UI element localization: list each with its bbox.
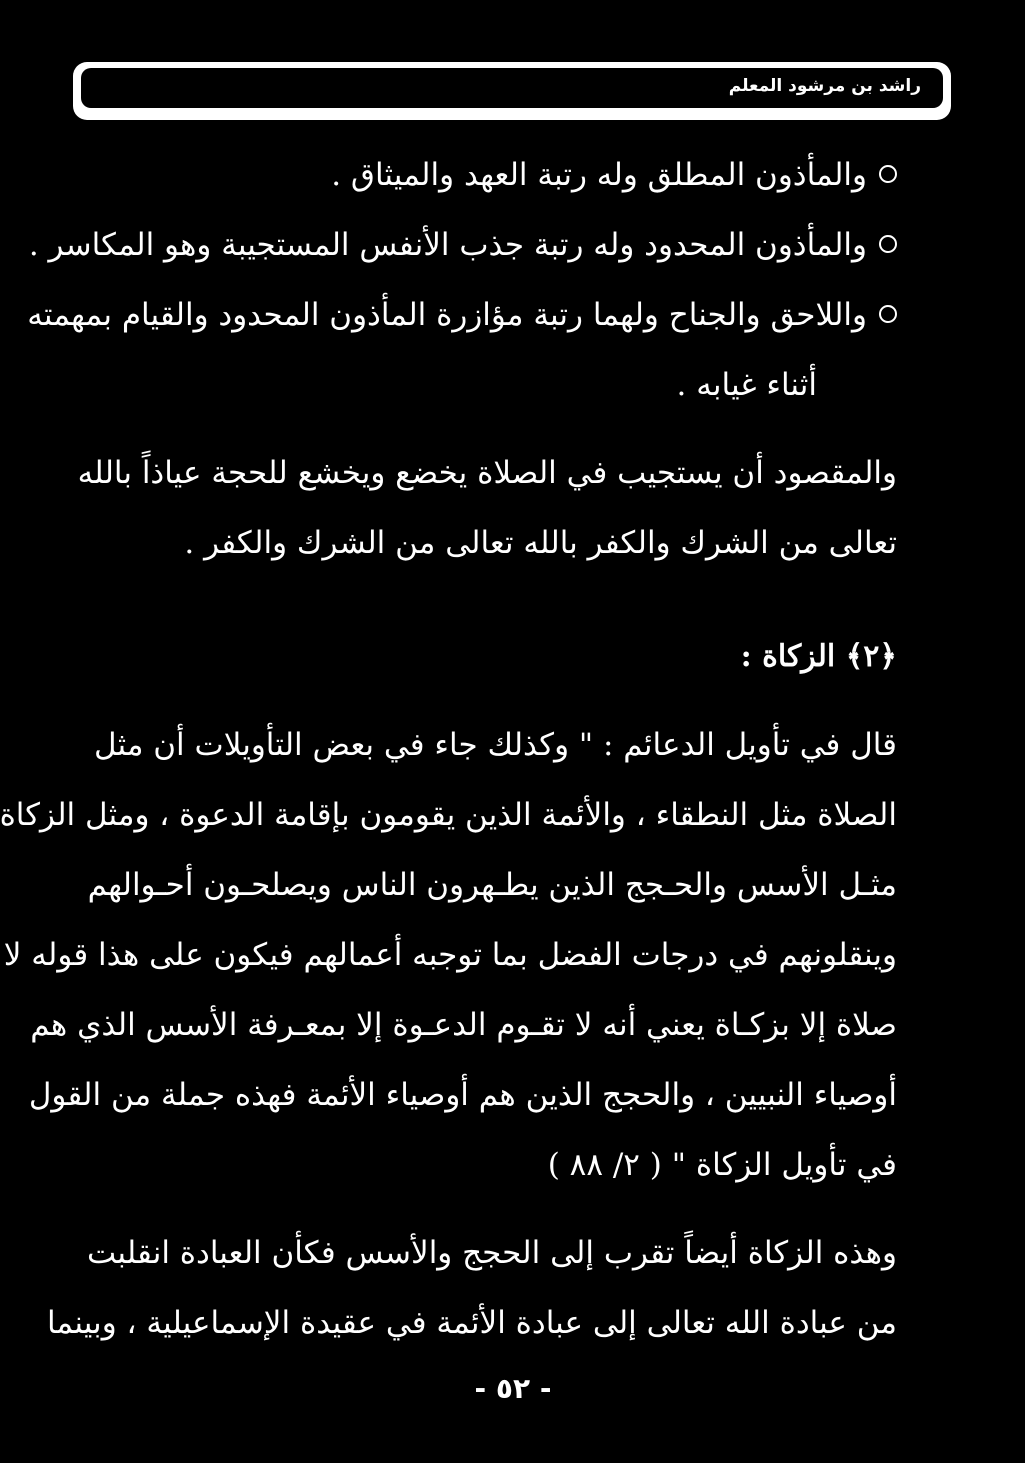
page-number: - ٥٢ - [474,1372,552,1405]
circle-bullet-icon [879,165,897,183]
page-content [0,140,897,1358]
bullet-text: والمأذون المطلق وله رتبة العهد والميثاق . [331,157,867,193]
spacer [121,578,897,622]
paragraph-line: من عبادة الله تعالى إلى عبادة الأئمة في عقيدة الإسماعيلية ، وبينما [46,1305,897,1341]
spacer [121,692,897,710]
bullet-continuation: أثناء غيابه . [676,367,817,403]
header-bar [81,68,943,108]
spacer [121,1200,897,1218]
circle-bullet-icon [879,305,897,323]
bullet-text: والمأذون المحدود وله رتبة جذب الأنفس المستجيبة وهو المكاسر . [28,227,867,263]
header-frame [73,62,951,120]
paragraph-line: وينقلونهم في درجات الفضل بما توجبه أعمالهم فيكون على هذا قوله لا [3,937,897,973]
paragraph-line: تعالى من الشرك والكفر بالله تعالى من الشرك والكفر . [184,525,897,561]
paragraph-line: والمقصود أن يستجيب في الصلاة يخضع ويخشع للحجة عياذاً بالله [77,455,897,491]
section-heading: ﴿٢﴾ الزكاة : [740,639,897,674]
paragraph-line: أوصياء النبيين ، والحجج الذين هم أوصياء الأئمة فهذه جملة من القول [28,1077,897,1113]
paragraph-line: قال في تأويل الدعائم : " وكذلك جاء في بعض التأويلات أن مثل [93,727,897,763]
paragraph-line: الصلاة مثل النطقاء ، والأئمة الذين يقومون بإقامة الدعوة ، ومثل الزكاة [0,797,897,833]
paragraph-line: في تأويل الزكاة " ( ٢/ ٨٨ ) [547,1147,897,1183]
circle-bullet-icon [879,235,897,253]
bullet-text: واللاحق والجناح ولهما رتبة مؤازرة المأذون المحدود والقيام بمهمته [27,297,867,333]
paragraph-line: مثـل الأسس والحـجج الذين يطـهرون الناس ويصلحـون أحـوالهم [87,867,897,903]
paragraph-line: وهذه الزكاة أيضاً تقرب إلى الحجج والأسس فكأن العبادة انقلبت [86,1235,897,1271]
bullet-item [28,210,897,280]
paragraph-line: صلاة إلا بزكـاة يعني أنه لا تقـوم الدعـوة إلا بمعـرفة الأسس الذي هم [30,1007,897,1043]
bullet-item [121,140,897,210]
bullet-item [27,280,897,350]
header-title: راشد بن مرشود المعلم [728,76,921,96]
spacer [121,420,897,438]
